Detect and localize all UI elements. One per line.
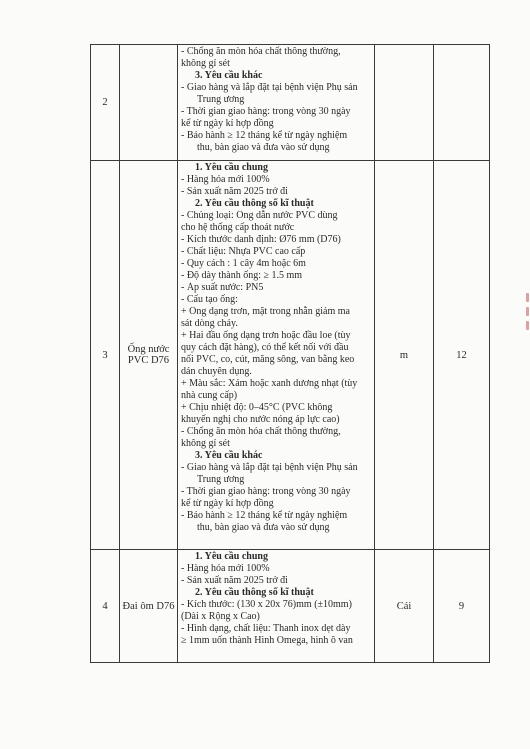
requirement-line: - Bảo hành ≥ 12 tháng kể từ ngày nghiệm <box>181 130 348 141</box>
requirement-line: - Bảo hành ≥ 12 tháng kể từ ngày nghiệm <box>181 510 348 521</box>
section-heading: 2. Yêu cầu thông số kĩ thuật <box>195 198 314 209</box>
requirement-line: - Chống ăn mòn hóa chất thông thường, <box>181 426 341 437</box>
requirement-line: thu, bàn giao và đưa vào sử dụng <box>197 522 330 533</box>
requirement-line: nối PVC, co, cút, măng sông, van bằng keo <box>181 354 355 365</box>
requirement-line: - Cấu tạo ống: <box>181 294 238 305</box>
requirement-line: không gỉ sét <box>181 58 230 69</box>
requirement-line: khuyến nghị cho nước nóng áp lực cao) <box>181 414 340 425</box>
requirement-line: + Chịu nhiệt độ: 0–45°C (PVC không <box>181 402 333 413</box>
row-number-cell: 2 <box>91 45 120 161</box>
requirement-line: - Thời gian giao hàng: trong vòng 30 ngày <box>181 486 351 497</box>
row-number-cell: 4 <box>91 550 120 663</box>
requirement-line: + Màu sắc: Xám hoặc xanh dương nhạt (tùy <box>181 378 358 389</box>
requirement-line: - Thời gian giao hàng: trong vòng 30 ngày <box>181 106 351 117</box>
table-row <box>91 45 490 161</box>
row-number-cell: 3 <box>91 161 120 550</box>
requirement-line: + Hai đầu ống dạng trơn hoặc đầu loe (tùy <box>181 330 351 341</box>
requirement-line: nhà cung cấp) <box>181 390 238 401</box>
table-row <box>91 550 490 663</box>
requirement-line: - Chủng loại: Ống dẫn nước PVC dùng <box>181 210 338 221</box>
section-heading: 2. Yêu cầu thông số kĩ thuật <box>195 587 314 598</box>
requirement-line: không gỉ sét <box>181 438 230 449</box>
unit-cell: Cái <box>375 550 434 663</box>
quantity-cell <box>434 45 490 161</box>
requirement-line: - Chất liệu: Nhựa PVC cao cấp <box>181 246 306 257</box>
red-seal-edge <box>522 288 530 336</box>
requirement-line: cho hệ thống cấp thoát nước <box>181 222 295 233</box>
item-name-cell <box>120 45 178 161</box>
requirement-line: - Độ dày thành ống: ≥ 1.5 mm <box>181 270 303 281</box>
table-row <box>91 161 490 550</box>
item-name-cell: Đai ôm D76 <box>120 550 178 663</box>
requirement-line: ≥ 1mm uốn thành Hình Omega, hình ô van <box>181 635 353 646</box>
section-heading: 3. Yêu cầu khác <box>195 70 263 81</box>
unit-cell <box>375 45 434 161</box>
requirement-line: + Ống dạng trơn, mặt trong nhẵn giảm ma <box>181 306 350 317</box>
requirement-line: Trung ương <box>197 94 245 105</box>
unit-cell: m <box>375 161 434 550</box>
section-heading: 1. Yêu cầu chung <box>195 162 268 173</box>
requirement-line: kể từ ngày kí hợp đồng <box>181 118 274 129</box>
requirement-line: - Sản xuất năm 2025 trở đi <box>181 575 288 586</box>
requirement-line: (Dài x Rộng x Cao) <box>181 611 260 622</box>
requirement-line: thu, bàn giao và đưa vào sử dụng <box>197 142 330 153</box>
requirement-line: Trung ương <box>197 474 245 485</box>
item-name-cell: Ống nước PVC D76 <box>120 161 178 550</box>
requirement-line: - Sản xuất năm 2025 trở đi <box>181 186 288 197</box>
requirement-line: kể từ ngày kí hợp đồng <box>181 498 274 509</box>
requirement-line: - Hàng hóa mới 100% <box>181 174 270 185</box>
requirement-line: dán chuyên dụng. <box>181 366 252 377</box>
requirement-line: quy cách đặt hàng), có thể kết nối với đầu <box>181 342 349 353</box>
specification-table <box>90 44 490 663</box>
requirement-line: - Kích thước danh định: Ø76 mm (D76) <box>181 234 341 245</box>
requirement-line: sát dòng chảy. <box>181 318 238 329</box>
section-heading: 3. Yêu cầu khác <box>195 450 263 461</box>
requirement-line: - Hình dạng, chất liệu: Thanh inox dẹt dày <box>181 623 351 634</box>
requirements-cell <box>178 45 375 161</box>
section-heading: 1. Yêu cầu chung <box>195 551 268 562</box>
quantity-cell: 12 <box>434 161 490 550</box>
requirement-line: - Kích thước: (130 x 20x 76)mm (±10mm) <box>181 599 352 610</box>
requirement-line: - Áp suất nước: PN5 <box>181 282 264 293</box>
requirements-cell <box>178 550 375 663</box>
requirement-line: - Chống ăn mòn hóa chất thông thường, <box>181 46 341 57</box>
quantity-cell: 9 <box>434 550 490 663</box>
requirement-line: - Quy cách : 1 cây 4m hoặc 6m <box>181 258 306 269</box>
requirement-line: - Hàng hóa mới 100% <box>181 563 270 574</box>
requirements-cell <box>178 161 375 550</box>
requirement-line: - Giao hàng và lắp đặt tại bệnh viện Phụ sản <box>181 82 358 93</box>
requirement-line: - Giao hàng và lắp đặt tại bệnh viện Phụ sản <box>181 462 358 473</box>
